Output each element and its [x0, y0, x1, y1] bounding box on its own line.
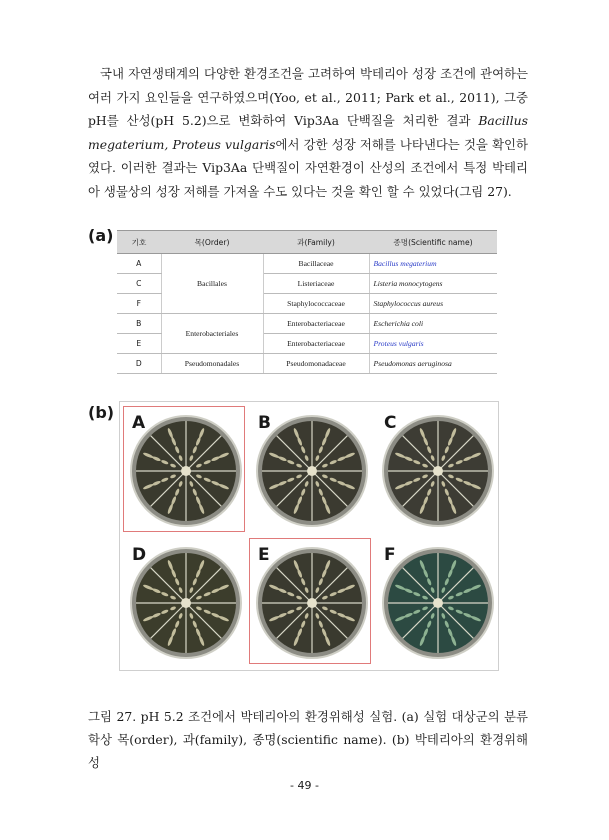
cell-family: Enterobacteriaceae	[263, 314, 369, 334]
header-family: 과(Family)	[263, 231, 369, 254]
table-row	[117, 314, 497, 334]
plate-cell-d	[124, 539, 244, 663]
page-number: - 49 -	[290, 779, 319, 792]
panel-b-label: (b)	[88, 403, 115, 422]
plate-cell-c	[376, 407, 496, 531]
plate-letter: C	[384, 413, 397, 433]
cell-species: Bacillus megaterium	[369, 254, 497, 274]
cell-code: E	[117, 334, 161, 354]
body-paragraph	[88, 62, 528, 204]
cell-order: Bacillales	[161, 254, 263, 314]
plate-letter: F	[384, 545, 396, 565]
header-order: 목(Order)	[161, 231, 263, 254]
plate-letter: D	[132, 545, 147, 565]
cell-code: D	[117, 354, 161, 374]
figure-caption: 그림 27. pH 5.2 조건에서 박테리아의 환경위해성 실험. (a) 실험 대상군의 분류학상 목(order), 과(family), 종명(scientific name). (b) 박테리아의 환경위해성	[88, 709, 528, 770]
cell-species: Pseudomonas aeruginosa	[369, 354, 497, 374]
cell-order: Enterobacteriales	[161, 314, 263, 354]
plate-cell-e	[250, 539, 370, 663]
cell-order: Pseudomonadales	[161, 354, 263, 374]
panel-a-label: (a)	[88, 226, 114, 245]
plate-cell-f	[376, 539, 496, 663]
plate-cell-a	[124, 407, 244, 531]
cell-code: C	[117, 274, 161, 294]
cell-species: Staphylococcus aureus	[369, 294, 497, 314]
table-row	[117, 354, 497, 374]
taxonomy-table	[117, 230, 497, 374]
cell-species: Proteus vulgaris	[369, 334, 497, 354]
cell-family: Bacillaceae	[263, 254, 369, 274]
plate-letter: E	[258, 545, 270, 565]
cell-family: Enterobacteriaceae	[263, 334, 369, 354]
cell-code: A	[117, 254, 161, 274]
header-code: 기호	[117, 231, 161, 254]
plate-cell-b	[250, 407, 370, 531]
header-species: 종명(Scientific name)	[369, 231, 497, 254]
table-row	[117, 254, 497, 274]
paragraph-part-1: 국내 자연생태계의 다양한 환경조건을 고려하여 박테리아 성장 조건에 관여하는 여러 가지 요인들을 연구하였으며(Yoo, et al., 2011; Park et al., 2011), 그중 pH를 산성(pH 5.2)으로 변화하여 Vip3Aa 단백질을 처리한 결과	[88, 66, 528, 129]
paragraph-part-2: 에서 강한 성장 저해를 나타낸다는 것을 확인하였다. 이러한 결과는 Vip3Aa 단백질이 자연환경이 산성의 조건에서 특정 박테리아 생물상의 성장 저해를 가져올 수도 있다는 것을 확인 할 수 있었다(그림 27).	[88, 136, 528, 199]
plate-letter: B	[258, 413, 271, 433]
plate-letter: A	[132, 413, 146, 433]
table-header-row	[117, 231, 497, 254]
paragraph-species: Bacillus megaterium, Proteus vulgaris	[88, 113, 528, 152]
cell-code: F	[117, 294, 161, 314]
cell-species: Listeria monocytogens	[369, 274, 497, 294]
cell-family: Listeriaceae	[263, 274, 369, 294]
petri-plate-panel	[119, 401, 499, 671]
cell-code: B	[117, 314, 161, 334]
cell-family: Staphylococcaceae	[263, 294, 369, 314]
cell-family: Pseudomonadaceae	[263, 354, 369, 374]
cell-species: Escherichia coli	[369, 314, 497, 334]
